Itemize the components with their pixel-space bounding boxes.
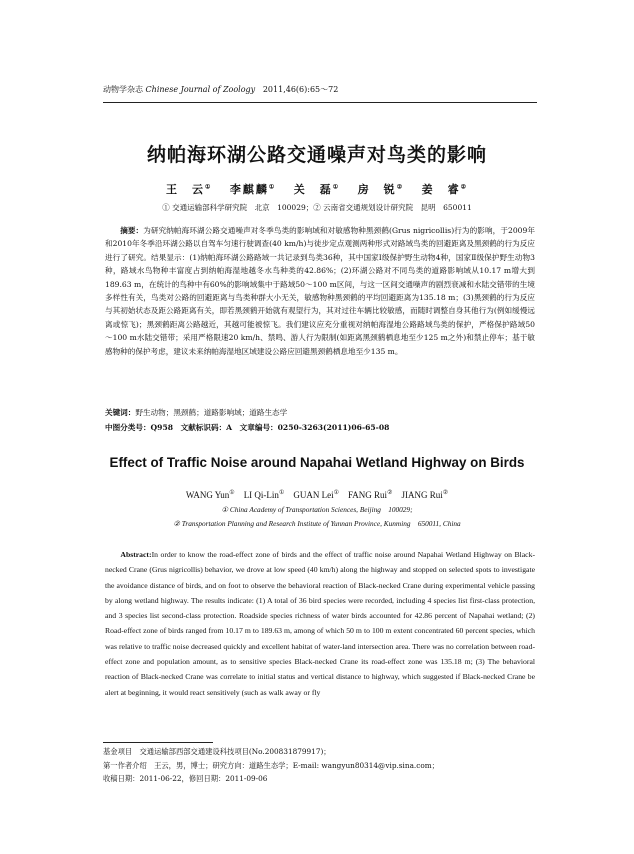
author-mark: ① — [278, 490, 285, 496]
abstract-text: 为研究纳帕海环湖公路交通噪声对冬季鸟类的影响域和对敏感物种黑颈鹤(Grus nigricollis)行为的影响，于2009年和2010年冬季沿环湖公路以自驾车匀速行驶调查(40 km/h)与徒步定点观测两种形式对路域鸟类的回避距离及黑颈鹤的行为反应进行了研究。结果显示：(1)纳帕海环湖公路路域一共记录到鸟类36种，其中国家Ⅰ级保护野生动物4种，国家Ⅱ级保护野生动物3种，路域水鸟物种丰富度占到纳帕海湿地越冬水鸟种类的42.86%；(2)环湖公路对不同鸟类的道路影响域从10.17 m增大到189.63 m，在统计的鸟种中有60%的影响域集中于路域50～100 m区间，与这一区间交通噪声的剧烈衰减和水陆交错带的生境多样性有关，鸟类对公路的回避距离与鸟类种群大小无关，敏感物种黑颈鹤的平均回避距离为135.18 m；(3)黑颈鹤的行为反应与其初始状态及距公路距离有关，即若黑颈鹤开始就有观望行为，其对过往车辆比较敏感，而随时调整自身其他行为(例如缓慢远离或惊飞)；黑颈鹤距离公路越近，其越可能被惊飞。我们建议应充分重视对纳帕海湿地公路路域鸟类的保护，严格保护路域50～100 m水陆交错带；采用严格限速20 km/h、禁鸣、游人行为限制(如距离黑颈鹤栖息地至少125 m之外)和禁止停车；基于敏感物种的保护考虑，建议未来纳帕海湿地区域建设公路应回避黑颈鹤栖息地至少135 m。 — [105, 226, 536, 356]
abstract-label: 摘要： — [120, 226, 144, 235]
author-name: JIANG Rui — [401, 490, 443, 500]
chinese-title: 纳帕海环湖公路交通噪声对鸟类的影响 — [146, 144, 487, 166]
author-name: 李麒麟 — [229, 183, 269, 196]
author-mark: ② — [387, 490, 393, 496]
running-head — [103, 84, 338, 95]
footnote-rule — [103, 742, 213, 743]
english-authors — [0, 489, 634, 500]
keywords-text: 野生动物；黑颈鹤；道路影响域；道路生态学 — [135, 408, 288, 417]
author-name: 房 锐 — [357, 183, 397, 196]
author-mark: ① — [332, 183, 341, 191]
header-rule — [103, 102, 537, 103]
journal-issue: 2011,46(6):65～72 — [262, 85, 339, 94]
abstract-label: Abstract: — [120, 550, 152, 559]
author-name: LI Qi-Lin — [243, 490, 279, 500]
english-title: Effect of Traffic Noise around Napahai Wetland Highway on Birds — [109, 455, 525, 470]
author-mark: ① — [205, 183, 213, 191]
author-name: GUAN Lei — [293, 490, 334, 500]
english-abstract — [105, 547, 535, 700]
fund-note: 基金项目 交通运输部西部交通建设科技项目(No.200831879917)； — [103, 747, 331, 756]
footnotes — [103, 745, 535, 786]
abstract-text: In order to know the road-effect zone of birds and the effect of traffic noise around Napahai Wetland Highway on Black-necked Crane (Grus nigricollis) behavior, we drove at low speed (40 km/h) along the highway and stopped on selected spots to investigate the avoidance distance of birds, and on foot to observe the behavioral reaction of Black-necked Crane during experimental vehicle passing by along wetland highway. The results indicate: (1) A total of 36 bird species were recorded, including 4 species list first-class protection, and 3 species list second-class protection. Roadside species richness of water birds accounted for 42.86 percent of Napahai wetland; (2) Road-effect zone of birds ranged from 10.17 m to 189.63 m, among of which 50 m to 100 m extent concentrated 60 percent species, which was relative to traffic noise decreased quickly and excellent habitat of water-land intersection area. There was no correlation between road-effect zone and population amount, as to sensitive species Black-necked Crane its road-effect zone was 135.18 m; (3) The behavioral reaction of Black-necked Crane was correlate to initial status and vertical distance to highway, which suggested if Black-necked Crane be alert at beginning, it would react sensitively (such as walk away or fly — [105, 550, 535, 697]
journal-name-cn: 动物学杂志 — [103, 85, 143, 94]
keywords-label: 关键词： — [105, 408, 136, 417]
author-name: 姜 睿 — [421, 183, 461, 196]
author-mark: ① — [268, 183, 277, 191]
author-mark: ② — [396, 183, 405, 191]
author-name: 关 磊 — [293, 183, 333, 196]
dates-note: 收稿日期：2011-06-22，修回日期：2011-09-06 — [103, 774, 268, 783]
chinese-authors — [0, 181, 634, 197]
classification-line: 中图分类号：Q958 文献标识码：A 文章编号：0250-3263(2011)06-65-08 — [105, 423, 390, 432]
author-mark: ② — [442, 490, 449, 496]
author-mark: ① — [333, 490, 339, 496]
english-affiliation-1: ① China Academy of Transportation Sciences, Beijing 100029; — [221, 505, 413, 514]
author-name: 王 云 — [166, 183, 206, 196]
chinese-affiliations: ① 交通运输部科学研究院 北京 100029；② 云南省交通规划设计研究院 昆明 650011 — [162, 203, 472, 212]
first-author-note: 第一作者介绍 王云，男，博士；研究方向：道路生态学；E-mail: wangyun80314@vip.sina.com； — [103, 760, 439, 770]
author-mark: ① — [229, 490, 235, 496]
chinese-abstract — [105, 224, 535, 358]
english-affiliation-2: ② Transportation Planning and Research Institute of Yunnan Province, Kunming 650011, China — [173, 519, 461, 528]
author-mark: ② — [460, 183, 468, 191]
journal-name-en: Chinese Journal of Zoology — [145, 85, 256, 94]
author-name: WANG Yun — [185, 490, 230, 500]
author-name: FANG Rui — [347, 490, 388, 500]
chinese-keywords — [105, 407, 535, 418]
